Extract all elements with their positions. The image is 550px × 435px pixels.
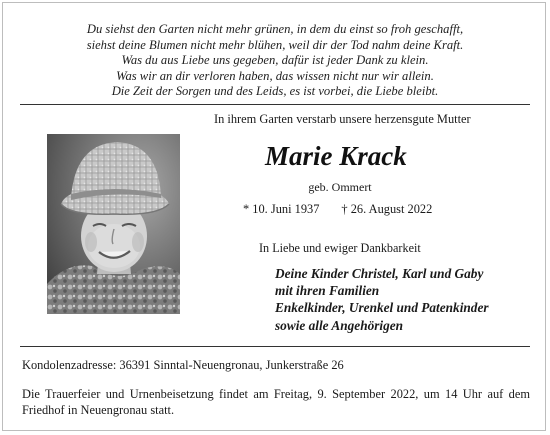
funeral-details: Die Trauerfeier und Urnenbeisetzung findet am Freitag, 9. September 2022, um 14 Uhr auf dem Friedhof in Neuengronau statt.	[22, 387, 530, 417]
mourner-line: sowie alle Angehörigen	[275, 317, 404, 333]
poem-line: Was wir an dir verloren haben, das wissen nicht nur wir allein.	[116, 68, 434, 83]
mourner-line: Deine Kinder Christel, Karl und Gaby	[275, 266, 484, 281]
mourners-intro: In Liebe und ewiger Dankbarkeit	[259, 241, 421, 255]
poem-line: Was du aus Liebe uns gegeben, dafür ist jeder Dank zu klein.	[121, 53, 429, 68]
divider-top	[20, 104, 530, 105]
birth-date: * 10. Juni 1937	[243, 202, 320, 216]
birth-name: geb. Ommert	[308, 180, 372, 194]
condolence-address: Kondolenzadresse: 36391 Sinntal-Neuengronau, Junkerstraße 26	[22, 358, 344, 372]
mourner-line: Enkelkinder, Urenkel und Patenkinder	[275, 300, 489, 316]
poem-line: siehst deine Blumen nicht mehr blühen, weil dir der Tod nahm deine Kraft.	[86, 37, 464, 52]
divider-bottom	[20, 346, 530, 347]
announcement-intro: In ihrem Garten verstarb unsere herzensgute Mutter	[214, 112, 471, 126]
poem-line: Du siehst den Garten nicht mehr grünen, in dem du einst so froh geschafft,	[86, 22, 464, 36]
death-date: † 26. August 2022	[341, 202, 433, 216]
life-dates	[243, 202, 483, 217]
mourner-line: mit ihren Familien	[275, 283, 380, 299]
deceased-name: Marie Krack	[265, 141, 407, 171]
mourners-list	[275, 265, 535, 334]
portrait-photo	[47, 134, 180, 314]
poem-line: Die Zeit der Sorgen und des Leids, es ist vorbei, die Liebe bleibt.	[111, 84, 439, 99]
poem	[0, 22, 550, 100]
